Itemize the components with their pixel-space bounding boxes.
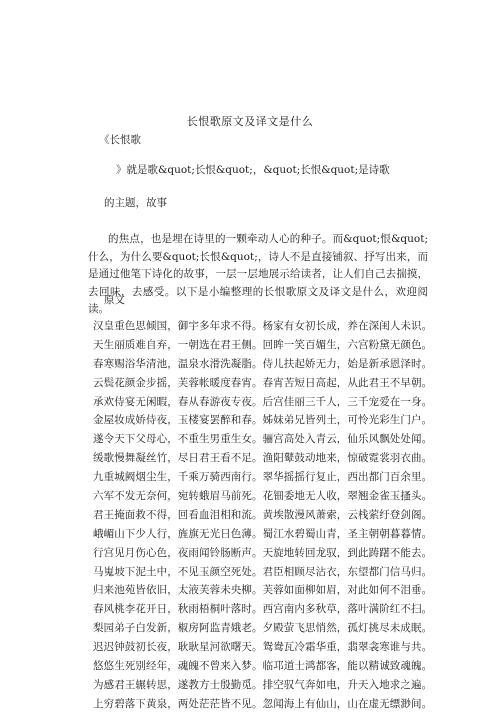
verse-line: 归来池苑皆依旧，太液芙蓉未央柳。芙蓉如面柳如眉，对此如何不泪垂。 [93,584,433,597]
verse-line: 春寒赐浴华清池，温泉水滑洗凝脂。侍儿扶起娇无力，始是新承恩泽时。 [93,357,433,370]
verse-line: 缓歌慢舞凝丝竹，尽日君王看不足。渔阳鼙鼓动地来，惊破霓裳羽衣曲。 [93,452,433,465]
text-line-1: 《长恨歌 [99,134,141,146]
verse-line: 九重城阙烟尘生，千乘万骑西南行。翠华摇摇行复止，西出都门百余里。 [93,471,433,484]
verse-line: 峨嵋山下少人行，旌旗无光日色薄。蜀江水碧蜀山青，圣主朝朝暮暮情。 [93,527,433,540]
verse-line: 春风桃李花开日，秋雨梧桐叶落时。西宫南内多秋草，落叶满阶红不扫。 [93,603,433,616]
section-label: 原文 [104,294,125,306]
text-line-3: 的主题，故事 [104,197,167,209]
verse-line: 六军不发无奈何，宛转蛾眉马前死。花钿委地无人收，翠翘金雀玉搔头。 [93,490,433,503]
intro-paragraph: 的焦点，也是埋在诗里的一颗牵动人心的种子。而&quot;恨&quot;什么，为什么要&quot;长恨&quot;，诗人不是直接铺叙、抒写出来，而是通过他笔下诗化的故事，一层一层地展示给读者，让人们自己去揣摸，去回味，去感受。以下是小编整理的长恨歌原文及译文是什么，欢迎阅读。 [88,233,428,315]
page-title: 长恨歌原文及译文是什么 [186,115,314,128]
verse-line: 承欢侍宴无闲暇，春从春游夜专夜。后宫佳丽三千人，三千宠爱在一身。 [93,395,433,408]
verse-line: 云鬓花颜金步摇，芙蓉帐暖度春宵。春宵苦短日高起，从此君王不早朝。 [93,376,433,389]
verse-line: 梨园弟子白发新，椒房阿监青娥老。夕殿萤飞思悄然，孤灯挑尽未成眠。 [93,622,433,635]
verse-line: 行宫见月伤心色，夜雨闻铃肠断声。天旋地转回龙驭，到此踌躇不能去。 [93,546,433,559]
verse-line: 金屋妆成娇侍夜，玉楼宴罢醉和春。姊妹弟兄皆列土，可怜光彩生门户。 [93,414,433,427]
verse-line: 君王掩面救不得，回看血泪相和流。黄埃散漫风萧索，云栈萦纡登剑阁。 [93,508,433,521]
text-line-2: 》就是歌&quot;长恨&quot;，&quot;长恨&quot;是诗歌 [116,164,390,176]
verse-line: 为感君王辗转思，遂教方士殷勤觅。排空驭气奔如电，升天入地求之遍。 [93,678,433,691]
verse-line: 上穷碧落下黄泉，两处茫茫皆不见。忽闻海上有仙山，山在虚无缥渺间。 [93,697,433,710]
verse-line: 迟迟钟鼓初长夜，耿耿星河欲曙天。鸳鸯瓦冷霜华重，翡翠衾寒谁与共。 [93,641,433,654]
verse-line: 遂令天下父母心，不重生男重生女。骊宫高处入青云，仙乐风飘处处闻。 [93,433,433,446]
verse-line: 马嵬坡下泥土中，不见玉颜空死处。君臣相顾尽沾衣，东望都门信马归。 [93,565,433,578]
verse-line: 天生丽质难自弃，一朝选在君王侧。回眸一笑百媚生，六宫粉黛无颜色。 [93,338,433,351]
verse-list [93,317,433,714]
verse-line: 悠悠生死别经年，魂魄不曾来入梦。临邛道士鸿都客，能以精诚致魂魄。 [93,660,433,673]
verse-line: 汉皇重色思倾国，御宇多年求不得。杨家有女初长成，养在深闺人未识。 [93,320,433,332]
